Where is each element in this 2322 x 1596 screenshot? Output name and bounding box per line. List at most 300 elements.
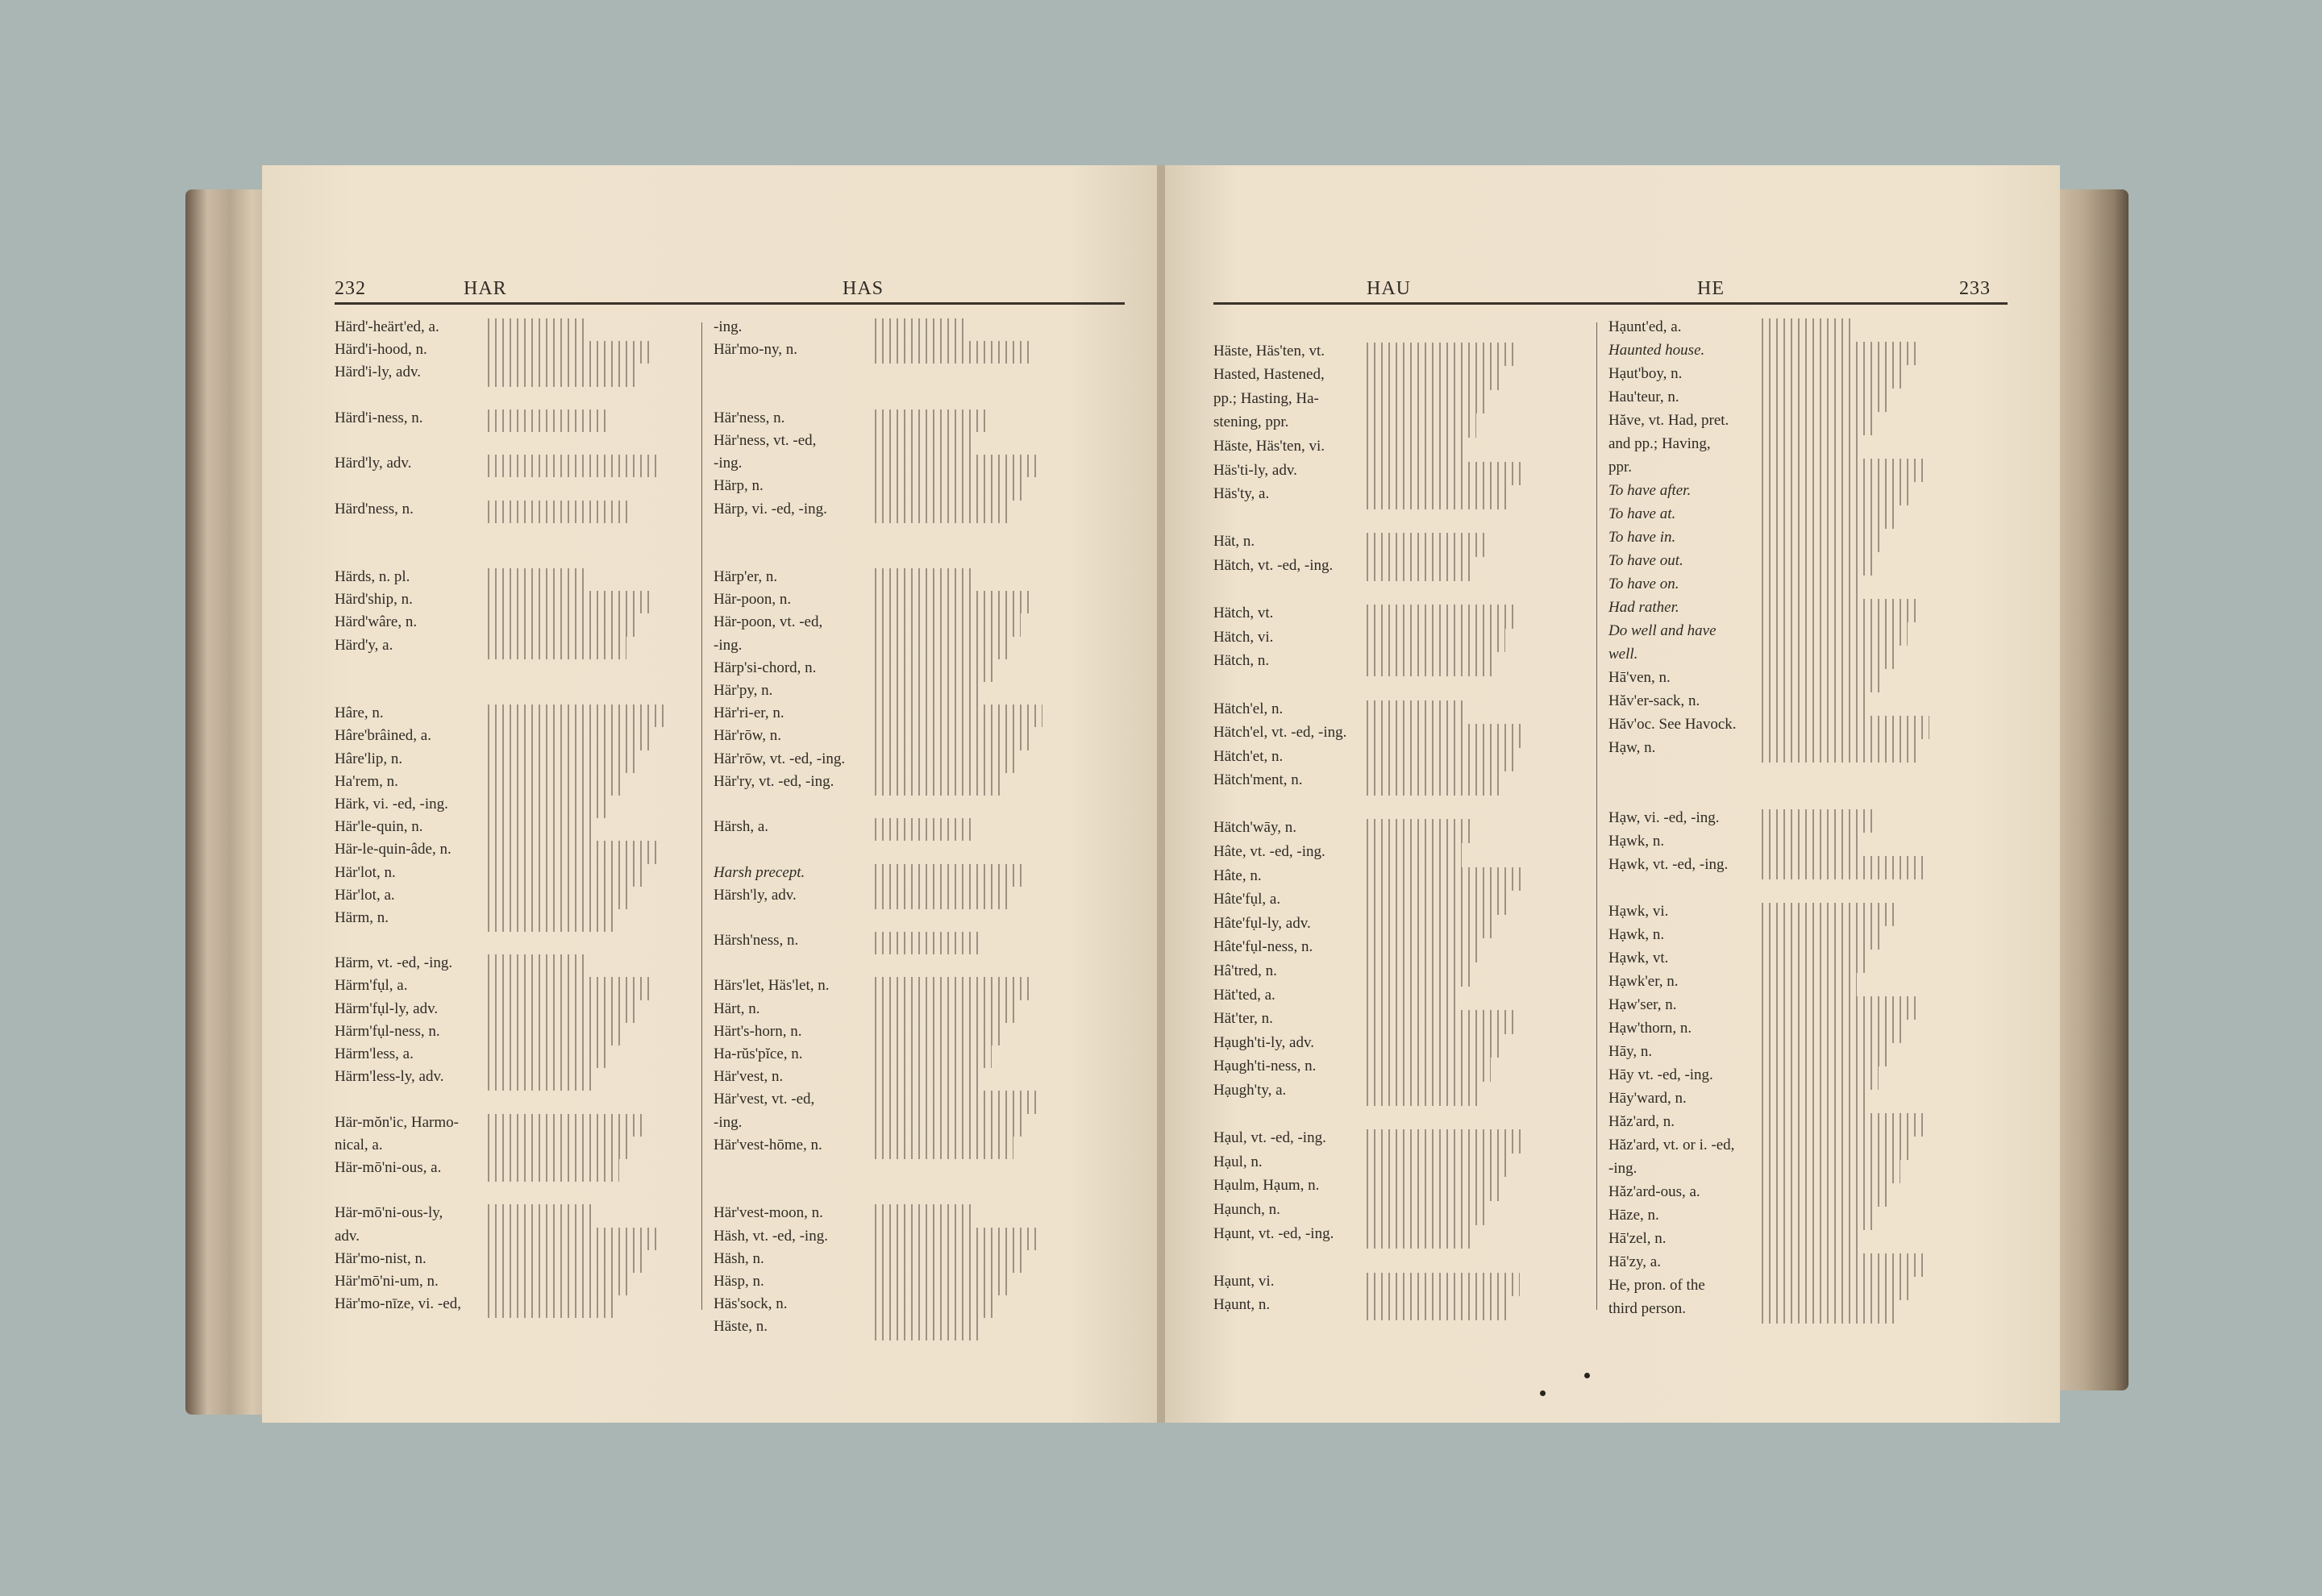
japanese-gloss	[1367, 915, 1496, 939]
japanese-gloss	[1762, 926, 1883, 950]
dictionary-entry	[335, 1023, 689, 1045]
dictionary-entry	[335, 1114, 689, 1137]
japanese-gloss	[488, 341, 651, 364]
japanese-gloss	[488, 841, 658, 863]
japanese-gloss	[1367, 867, 1521, 892]
dictionary-entry	[335, 1068, 689, 1091]
japanese-gloss	[488, 1114, 647, 1137]
headword: Hăv'oc. See Havock.	[1608, 716, 1737, 733]
dictionary-entry	[1213, 1201, 1584, 1225]
headword: Här'lot, n.	[335, 863, 396, 881]
dictionary-entry	[1213, 1082, 1584, 1106]
japanese-gloss	[1762, 1207, 1874, 1230]
right-page	[1165, 165, 2060, 1423]
dictionary-entry	[335, 773, 689, 796]
headword: Häsh, vt. -ed, -ing.	[714, 1227, 828, 1245]
japanese-gloss	[488, 704, 664, 727]
japanese-gloss	[1762, 716, 1929, 739]
dictionary-entry	[1213, 796, 1584, 820]
dictionary-entry	[1213, 1249, 1584, 1273]
japanese-gloss	[1762, 1090, 1865, 1113]
headword: Härd'-heärt'ed, a.	[335, 318, 439, 335]
japanese-gloss	[488, 455, 660, 477]
japanese-gloss	[875, 477, 1026, 500]
headword: Hạugh'ti-ly, adv.	[1213, 1033, 1314, 1051]
japanese-gloss	[1367, 438, 1463, 462]
dictionary-entry	[714, 1273, 1117, 1295]
japanese-gloss	[488, 1273, 628, 1295]
dictionary-entry	[335, 613, 689, 636]
dictionary-entry	[1608, 1277, 2012, 1300]
dictionary-entry	[335, 1000, 689, 1023]
dictionary-entry	[1213, 509, 1584, 534]
headword: Hät, n.	[1213, 533, 1255, 551]
japanese-gloss	[875, 501, 1012, 523]
headword: well.	[1608, 646, 1638, 663]
japanese-gloss	[875, 1295, 995, 1318]
dictionary-entry	[714, 682, 1117, 704]
japanese-gloss	[1762, 389, 1891, 412]
headword: Här-mō'ni-ous-ly,	[335, 1204, 443, 1222]
dictionary-entry	[1608, 973, 2012, 996]
japanese-gloss	[1367, 414, 1476, 438]
japanese-gloss	[1367, 1225, 1473, 1249]
headword: Härp'er, n.	[714, 568, 778, 586]
japanese-gloss	[1367, 700, 1467, 725]
headword: Härsh'ness, n.	[714, 932, 799, 950]
headword: Härm'fụl, a.	[335, 977, 408, 995]
japanese-gloss	[1762, 973, 1857, 996]
headword: Hăve, vt. Had, pret.	[1608, 412, 1729, 429]
dictionary-entry	[335, 318, 689, 341]
japanese-gloss	[1762, 365, 1904, 389]
headword: Härm'less-ly, adv.	[335, 1068, 444, 1086]
japanese-gloss	[488, 318, 585, 341]
dictionary-entry	[714, 1295, 1117, 1318]
left-page-header	[335, 278, 1125, 305]
japanese-gloss	[1367, 629, 1505, 653]
dictionary-entry	[1608, 599, 2012, 622]
headword: Hätch'el, vt. -ed, -ing.	[1213, 724, 1347, 742]
headword: Här'mo-nist, n.	[335, 1249, 427, 1267]
headword: Hāy'ward, n.	[1608, 1090, 1687, 1107]
dictionary-entry	[335, 637, 689, 659]
dictionary-entry	[1213, 581, 1584, 605]
dictionary-entry	[335, 1159, 689, 1182]
japanese-gloss	[1762, 342, 1917, 365]
headword: Härd'ly, adv.	[335, 455, 412, 472]
left-page	[262, 165, 1157, 1423]
left-page-column-2	[714, 318, 1117, 1340]
headword: Hätch'ment, n.	[1213, 771, 1303, 789]
japanese-gloss	[875, 977, 1032, 1000]
dictionary-entry	[714, 818, 1117, 841]
dictionary-entry	[335, 501, 689, 523]
dictionary-entry	[1213, 915, 1584, 939]
japanese-gloss	[1367, 605, 1518, 629]
japanese-gloss	[1762, 646, 1894, 669]
headword: Häste, Häs'ten, vi.	[1213, 437, 1325, 455]
dictionary-entry	[335, 1091, 689, 1113]
headword: Här'mo-nīze, vi. -ed,	[335, 1295, 461, 1313]
dictionary-entry	[335, 591, 689, 613]
japanese-gloss	[875, 341, 1030, 364]
right-page-header	[1213, 278, 2008, 305]
dictionary-entry	[714, 727, 1117, 750]
japanese-gloss	[1762, 529, 1885, 552]
headword: Här'vest, vt. -ed,	[714, 1091, 815, 1108]
dictionary-entry	[1213, 1225, 1584, 1249]
headword: Hạw, vi. -ed, -ing.	[1608, 809, 1720, 826]
dictionary-entry	[714, 1182, 1117, 1204]
headword: Hät'ted, a.	[1213, 986, 1275, 1004]
headword: Hạunt, n.	[1213, 1296, 1271, 1314]
dictionary-entry	[1608, 1137, 2012, 1160]
dictionary-entry	[1608, 1020, 2012, 1043]
japanese-gloss	[488, 864, 644, 887]
japanese-gloss	[488, 887, 630, 909]
page-edges-left	[185, 189, 274, 1415]
japanese-gloss	[1762, 505, 1899, 529]
dictionary-entry	[335, 864, 689, 887]
japanese-gloss	[488, 1045, 610, 1068]
dictionary-entry	[1608, 1253, 2012, 1277]
guide-word-left: HAR	[464, 278, 507, 299]
headword: Härd'i-ly, adv.	[335, 364, 422, 381]
dictionary-entry	[1213, 962, 1584, 987]
dictionary-entry	[714, 341, 1117, 364]
dictionary-entry	[335, 568, 689, 591]
japanese-gloss	[1762, 856, 1925, 879]
headword: Hạwk, vt. -ed, -ing.	[1608, 856, 1729, 873]
japanese-gloss	[875, 1023, 1005, 1045]
japanese-gloss	[875, 1114, 1027, 1137]
headword: Hạul, n.	[1213, 1153, 1263, 1170]
headword: Hạunch, n.	[1213, 1200, 1280, 1218]
headword: Hätch, vt.	[1213, 605, 1274, 622]
headword: -ing.	[714, 636, 743, 654]
dictionary-entry	[1608, 996, 2012, 1020]
dictionary-entry	[714, 704, 1117, 727]
dictionary-entry	[335, 818, 689, 841]
dictionary-entry	[1213, 1153, 1584, 1178]
headword: Häs'ty, a.	[1213, 485, 1270, 503]
dictionary-entry	[335, 1182, 689, 1204]
dictionary-entry	[1608, 505, 2012, 529]
headword: Hâte'fụl, a.	[1213, 891, 1281, 908]
headword: adv.	[335, 1227, 360, 1245]
dictionary-entry	[335, 887, 689, 909]
japanese-gloss	[488, 409, 609, 432]
japanese-gloss	[1762, 1277, 1909, 1300]
headword: ppr.	[1608, 459, 1633, 476]
headword: Hạwk'er, n.	[1608, 973, 1679, 990]
headword: Hạugh'ti-ness, n.	[1213, 1058, 1317, 1075]
headword: Hāy, n.	[1608, 1043, 1653, 1060]
dictionary-entry	[1608, 903, 2012, 926]
dictionary-entry	[714, 977, 1117, 1000]
headword: Hạunt, vi.	[1213, 1272, 1275, 1290]
headword: Härds, n. pl.	[335, 568, 410, 586]
dictionary-entry	[1608, 1113, 2012, 1137]
dictionary-entry	[335, 704, 689, 727]
dictionary-entry	[335, 432, 689, 455]
dictionary-entry	[335, 841, 689, 863]
japanese-gloss	[875, 1273, 1009, 1295]
japanese-gloss	[1762, 809, 1875, 833]
japanese-gloss	[488, 1137, 633, 1159]
dictionary-entry	[1213, 629, 1584, 653]
headword: Hâre'brâined, a.	[335, 727, 431, 745]
headword: Här-poon, vt. -ed,	[714, 613, 823, 631]
japanese-gloss	[1762, 1113, 1928, 1137]
right-page-column-1	[1213, 318, 1584, 1320]
japanese-gloss	[875, 637, 1007, 659]
headword: Had rather.	[1608, 599, 1679, 616]
dictionary-entry	[714, 637, 1117, 659]
dictionary-entry	[1213, 987, 1584, 1011]
guide-word-left: HAU	[1367, 278, 1411, 299]
dictionary-entry	[335, 1250, 689, 1273]
japanese-gloss	[875, 818, 975, 841]
japanese-gloss	[1367, 652, 1492, 676]
headword: -ing.	[714, 455, 743, 472]
headword: Härp'si-chord, n.	[714, 659, 817, 676]
dictionary-entry	[1608, 1300, 2012, 1324]
japanese-gloss	[875, 1045, 992, 1068]
headword: nical, a.	[335, 1136, 383, 1153]
dictionary-entry	[1608, 1043, 2012, 1066]
japanese-gloss	[875, 750, 1015, 773]
headword: Härd'ness, n.	[335, 500, 414, 517]
headword: Härm'less, a.	[335, 1045, 414, 1062]
headword: Här'vest-hōme, n.	[714, 1136, 822, 1153]
headword: Härsh, a.	[714, 818, 769, 836]
dictionary-entry	[1608, 1183, 2012, 1207]
dictionary-entry	[1608, 318, 2012, 342]
japanese-gloss	[875, 1000, 1019, 1023]
ink-spot	[1584, 1373, 1590, 1378]
headword: Här'lot, a.	[335, 886, 395, 904]
dictionary-entry	[714, 546, 1117, 568]
headword: Här'mo-ny, n.	[714, 341, 798, 359]
dictionary-entry	[335, 1204, 689, 1227]
headword: Häs'sock, n.	[714, 1295, 788, 1313]
dictionary-entry	[714, 318, 1117, 341]
headword: Hāy vt. -ed, -ing.	[1608, 1066, 1713, 1083]
headword: Hā'zel, n.	[1608, 1230, 1667, 1247]
dictionary-entry	[714, 501, 1117, 523]
headword: Härsh'ly, adv.	[714, 886, 797, 904]
japanese-gloss	[1367, 390, 1489, 414]
japanese-gloss	[875, 1228, 1036, 1250]
headword: Här'le-quin, n.	[335, 818, 423, 836]
dictionary-entry	[1608, 786, 2012, 809]
japanese-gloss	[1367, 1082, 1478, 1106]
headword: Här-poon, n.	[714, 591, 792, 609]
headword: Häsh, n.	[714, 1249, 764, 1267]
page-edges-right	[2056, 189, 2128, 1390]
headword: Hā'ven, n.	[1608, 669, 1671, 686]
dictionary-entry	[714, 887, 1117, 909]
left-page-column-1	[335, 318, 689, 1318]
dictionary-entry	[714, 1204, 1117, 1227]
headword: To have on.	[1608, 576, 1679, 592]
japanese-gloss	[1762, 833, 1862, 856]
japanese-gloss	[1367, 987, 1457, 1011]
japanese-gloss	[1367, 533, 1484, 557]
headword: Hâte'fụl-ness, n.	[1213, 938, 1313, 956]
dictionary-entry	[714, 1023, 1117, 1045]
dictionary-entry	[1608, 950, 2012, 973]
japanese-gloss	[488, 364, 637, 386]
guide-word-right: HE	[1697, 278, 1725, 299]
dictionary-entry	[1608, 1230, 2012, 1253]
japanese-gloss	[875, 1204, 973, 1227]
japanese-gloss	[1762, 1066, 1879, 1090]
japanese-gloss	[488, 1000, 639, 1023]
japanese-gloss	[1367, 1201, 1486, 1225]
japanese-gloss	[875, 1137, 1013, 1159]
dictionary-entry	[714, 613, 1117, 636]
dictionary-entry	[1608, 739, 2012, 763]
dictionary-entry	[1213, 700, 1584, 725]
headword: Här'py, n.	[714, 682, 773, 699]
japanese-gloss	[488, 568, 589, 591]
dictionary-entry	[714, 387, 1117, 409]
dictionary-entry	[1213, 843, 1584, 867]
japanese-gloss	[488, 954, 587, 977]
japanese-gloss	[1367, 1177, 1499, 1201]
dictionary-entry	[1213, 771, 1584, 796]
dictionary-entry	[714, 409, 1117, 432]
dictionary-entry	[1608, 529, 2012, 552]
japanese-gloss	[875, 659, 993, 682]
dictionary-entry	[335, 364, 689, 386]
headword: pp.; Hasting, Ha-	[1213, 389, 1319, 407]
headword: Hạunt'ed, a.	[1608, 318, 1682, 335]
headword: Hạul, vt. -ed, -ing.	[1213, 1129, 1326, 1147]
dictionary-entry	[1213, 533, 1584, 557]
dictionary-entry	[335, 932, 689, 954]
dictionary-entry	[714, 750, 1117, 773]
headword: To have at.	[1608, 505, 1676, 522]
headword: Hâte, vt. -ed, -ing.	[1213, 843, 1325, 861]
dictionary-entry	[335, 1137, 689, 1159]
japanese-gloss	[875, 727, 1029, 750]
japanese-gloss	[875, 568, 972, 591]
dictionary-entry	[1608, 342, 2012, 365]
dictionary-entry	[1213, 1010, 1584, 1034]
dictionary-entry	[335, 387, 689, 409]
japanese-gloss	[1367, 724, 1526, 748]
japanese-gloss	[875, 455, 1039, 477]
japanese-gloss	[488, 796, 606, 818]
japanese-gloss	[488, 1250, 642, 1273]
japanese-gloss	[1762, 669, 1880, 692]
japanese-gloss	[1762, 576, 1858, 599]
dictionary-entry	[714, 432, 1117, 455]
dictionary-entry	[1608, 763, 2012, 786]
headword: Haunted house.	[1608, 342, 1705, 359]
dictionary-entry	[1213, 1058, 1584, 1082]
japanese-gloss	[488, 727, 649, 750]
guide-word-right: HAS	[843, 278, 884, 299]
headword: Hạut'boy, n.	[1608, 365, 1683, 382]
dictionary-entry	[1213, 557, 1584, 581]
headword: Hâ'tred, n.	[1213, 962, 1277, 980]
headword: and pp.; Having,	[1608, 435, 1711, 452]
japanese-gloss	[1762, 996, 1919, 1020]
dictionary-entry	[714, 477, 1117, 500]
dictionary-entry	[335, 682, 689, 704]
headword: Härp, n.	[714, 477, 764, 495]
japanese-gloss	[1367, 843, 1462, 867]
dictionary-entry	[1213, 652, 1584, 676]
dictionary-entry	[1608, 412, 2012, 435]
dictionary-entry	[1213, 1106, 1584, 1130]
dictionary-entry	[1213, 390, 1584, 414]
japanese-gloss	[1762, 1300, 1895, 1324]
japanese-gloss	[1367, 819, 1475, 843]
headword: Hät'ter, n.	[1213, 1010, 1273, 1028]
dictionary-entry	[335, 409, 689, 432]
dictionary-entry	[714, 1318, 1117, 1340]
japanese-gloss	[875, 704, 1042, 727]
dictionary-entry	[335, 1045, 689, 1068]
dictionary-entry	[714, 1250, 1117, 1273]
dictionary-entry	[714, 841, 1117, 863]
japanese-gloss	[488, 591, 655, 613]
dictionary-entry	[714, 523, 1117, 546]
dictionary-entry	[1213, 438, 1584, 462]
japanese-gloss	[1367, 748, 1513, 772]
dictionary-entry	[714, 1137, 1117, 1159]
japanese-gloss	[875, 682, 980, 704]
dictionary-entry	[714, 1000, 1117, 1023]
dictionary-entry	[1213, 318, 1584, 343]
japanese-gloss	[1762, 739, 1916, 763]
headword: Här'ri-er, n.	[714, 704, 784, 722]
headword: Hạugh'ty, a.	[1213, 1082, 1287, 1099]
dictionary-entry	[1608, 389, 2012, 412]
japanese-gloss	[1762, 1230, 1860, 1253]
japanese-gloss	[1762, 1160, 1900, 1183]
dictionary-entry	[1213, 867, 1584, 892]
dictionary-entry	[1608, 692, 2012, 716]
headword: Härd'i-hood, n.	[335, 341, 427, 359]
japanese-gloss	[1367, 1010, 1517, 1034]
japanese-gloss	[875, 613, 1021, 636]
dictionary-entry	[714, 659, 1117, 682]
dictionary-entry	[1608, 856, 2012, 879]
dictionary-entry	[335, 659, 689, 682]
japanese-gloss	[1367, 1129, 1525, 1153]
japanese-gloss	[1367, 1296, 1507, 1320]
headword: Hätch'et, n.	[1213, 747, 1284, 765]
dictionary-entry	[714, 591, 1117, 613]
japanese-gloss	[875, 1068, 978, 1091]
headword: Hạwk, vt.	[1608, 950, 1669, 966]
headword: Härp, vi. -ed, -ing.	[714, 500, 827, 517]
headword: Här'ness, vt. -ed,	[714, 431, 817, 449]
dictionary-entry	[335, 1228, 689, 1250]
headword: Härm'fụl-ly, adv.	[335, 1000, 439, 1017]
headword: Hạunt, vt. -ed, -ing.	[1213, 1224, 1334, 1242]
dictionary-entry	[714, 954, 1117, 977]
dictionary-entry	[1213, 414, 1584, 438]
dictionary-entry	[714, 1159, 1117, 1182]
